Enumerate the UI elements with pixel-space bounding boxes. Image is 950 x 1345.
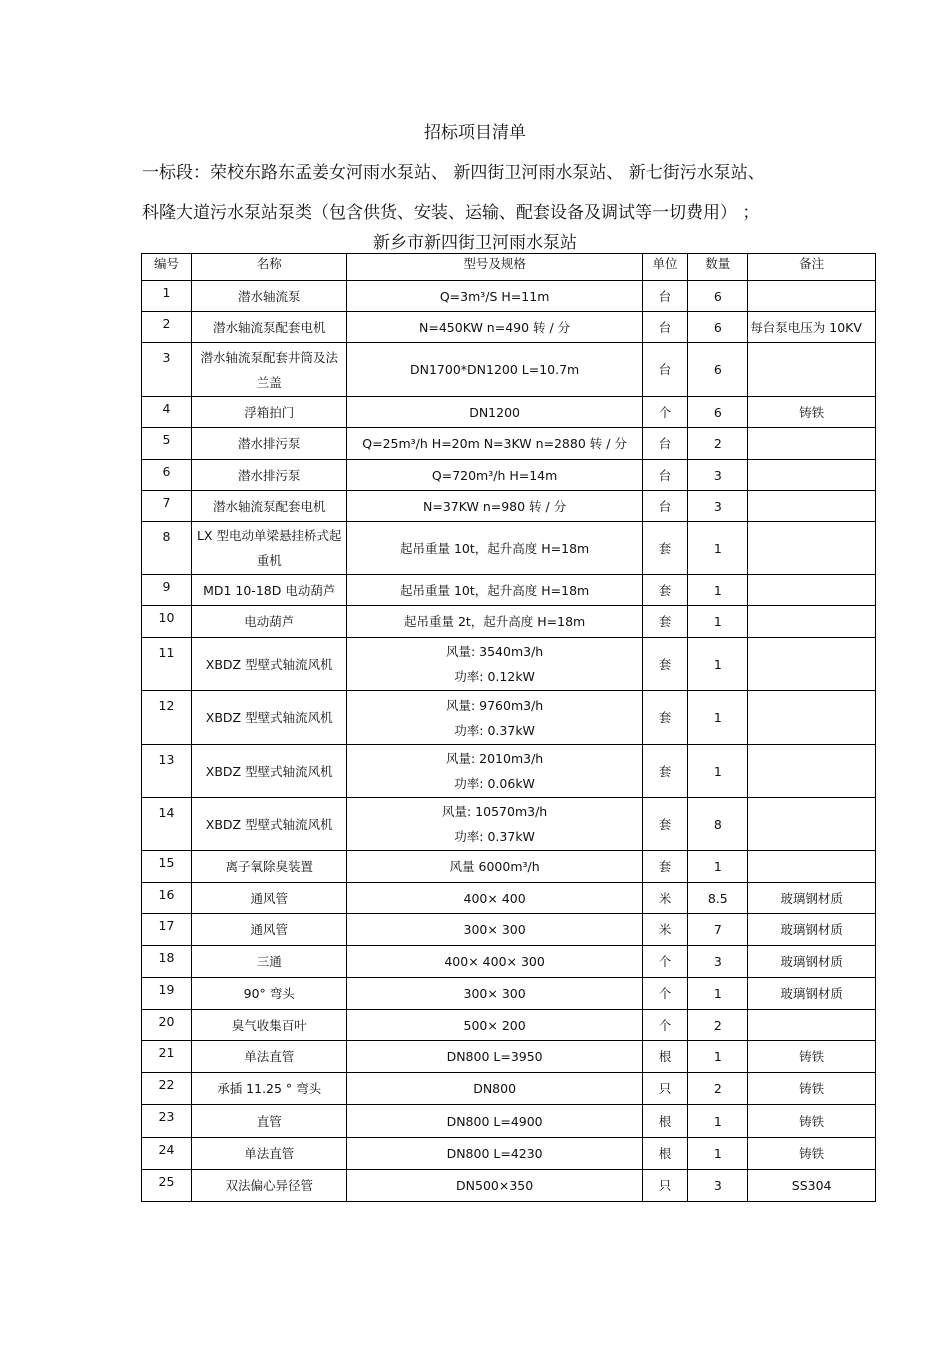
table-row	[142, 798, 876, 851]
cell-spec: DN1200	[347, 397, 642, 428]
cell-qty: 8.5	[688, 883, 748, 914]
cell-no: 9	[142, 575, 192, 606]
cell-qty: 1	[688, 851, 748, 883]
cell-name: XBDZ 型壁式轴流风机	[191, 638, 346, 691]
cell-spec: 风量: 2010m3/h 功率: 0.06kW	[347, 745, 642, 798]
cell-qty: 1	[688, 745, 748, 798]
bid-items-table	[141, 253, 876, 1202]
cell-no: 6	[142, 460, 192, 491]
table-row	[142, 312, 876, 343]
cell-note: 铸铁	[748, 1138, 876, 1170]
table-row	[142, 691, 876, 745]
cell-qty: 2	[688, 1010, 748, 1041]
cell-note	[748, 522, 876, 575]
cell-note	[748, 428, 876, 460]
cell-unit: 套	[642, 575, 688, 606]
cell-spec: DN800 L=4230	[347, 1138, 642, 1170]
cell-unit: 台	[642, 491, 688, 522]
cell-note: 每台泵电压为 10KV	[748, 312, 876, 343]
cell-spec: DN500×350	[347, 1170, 642, 1202]
cell-no: 3	[142, 343, 192, 397]
cell-unit: 台	[642, 281, 688, 312]
cell-no: 16	[142, 883, 192, 914]
cell-spec: DN800 L=3950	[347, 1041, 642, 1073]
cell-unit: 根	[642, 1041, 688, 1073]
cell-spec: Q=25m³/h H=20m N=3KW n=2880 转 / 分	[347, 428, 642, 460]
cell-no: 8	[142, 522, 192, 575]
cell-no: 15	[142, 851, 192, 883]
cell-spec: 300× 300	[347, 914, 642, 946]
cell-no: 21	[142, 1041, 192, 1073]
table-row	[142, 946, 876, 978]
cell-unit: 套	[642, 851, 688, 883]
cell-name: MD1 10-18D 电动葫芦	[191, 575, 346, 606]
cell-note: 玻璃钢材质	[748, 914, 876, 946]
header-name: 名称	[191, 254, 346, 281]
cell-note: 铸铁	[748, 1041, 876, 1073]
table-row	[142, 281, 876, 312]
cell-spec: 风量 6000m³/h	[347, 851, 642, 883]
cell-no: 11	[142, 638, 192, 691]
cell-name: 潜水排污泵	[191, 460, 346, 491]
cell-unit: 台	[642, 428, 688, 460]
table-row	[142, 606, 876, 638]
cell-qty: 8	[688, 798, 748, 851]
table-header-row	[142, 254, 876, 281]
cell-name: XBDZ 型壁式轴流风机	[191, 798, 346, 851]
cell-qty: 1	[688, 1041, 748, 1073]
cell-note: 铸铁	[748, 1105, 876, 1138]
cell-unit: 套	[642, 691, 688, 745]
cell-name: 离子氧除臭装置	[191, 851, 346, 883]
cell-qty: 2	[688, 428, 748, 460]
cell-unit: 只	[642, 1170, 688, 1202]
cell-qty: 7	[688, 914, 748, 946]
table-row	[142, 851, 876, 883]
cell-qty: 1	[688, 978, 748, 1010]
cell-note: 玻璃钢材质	[748, 883, 876, 914]
cell-name: 潜水轴流泵配套电机	[191, 491, 346, 522]
cell-no: 12	[142, 691, 192, 745]
cell-no: 7	[142, 491, 192, 522]
cell-spec: 风量: 9760m3/h 功率: 0.37kW	[347, 691, 642, 745]
cell-no: 13	[142, 745, 192, 798]
cell-spec: 400× 400	[347, 883, 642, 914]
cell-unit: 只	[642, 1073, 688, 1105]
cell-spec: 风量: 10570m3/h 功率: 0.37kW	[347, 798, 642, 851]
cell-unit: 台	[642, 312, 688, 343]
cell-spec: 400× 400× 300	[347, 946, 642, 978]
cell-name: 双法偏心异径管	[191, 1170, 346, 1202]
cell-note	[748, 491, 876, 522]
cell-name: XBDZ 型壁式轴流风机	[191, 691, 346, 745]
cell-unit: 台	[642, 343, 688, 397]
header-no: 编号	[142, 254, 192, 281]
table-row	[142, 883, 876, 914]
table-row	[142, 1041, 876, 1073]
cell-no: 18	[142, 946, 192, 978]
header-unit: 单位	[642, 254, 688, 281]
cell-unit: 米	[642, 914, 688, 946]
cell-qty: 1	[688, 1105, 748, 1138]
cell-spec: DN1700*DN1200 L=10.7m	[347, 343, 642, 397]
cell-name: 三通	[191, 946, 346, 978]
cell-unit: 台	[642, 460, 688, 491]
cell-spec: 起吊重量 10t，起升高度 H=18m	[347, 522, 642, 575]
cell-name: LX 型电动单梁悬挂桥式起重机	[191, 522, 346, 575]
cell-spec: DN800	[347, 1073, 642, 1105]
cell-qty: 6	[688, 397, 748, 428]
cell-no: 2	[142, 312, 192, 343]
cell-qty: 6	[688, 343, 748, 397]
cell-unit: 套	[642, 606, 688, 638]
cell-note	[748, 851, 876, 883]
section-line-1: 一标段：荣校东路东孟姜女河雨水泵站、 新四街卫河雨水泵站、 新七街污水泵站、	[142, 163, 765, 183]
table-row	[142, 1010, 876, 1041]
table-row	[142, 1073, 876, 1105]
cell-qty: 1	[688, 691, 748, 745]
cell-unit: 套	[642, 798, 688, 851]
cell-name: 潜水轴流泵配套电机	[191, 312, 346, 343]
cell-name: 通风管	[191, 883, 346, 914]
cell-no: 20	[142, 1010, 192, 1041]
cell-no: 17	[142, 914, 192, 946]
header-spec: 型号及规格	[347, 254, 642, 281]
cell-unit: 个	[642, 978, 688, 1010]
cell-name: 直管	[191, 1105, 346, 1138]
table-row	[142, 522, 876, 575]
cell-spec: 300× 300	[347, 978, 642, 1010]
table-row	[142, 575, 876, 606]
cell-unit: 套	[642, 522, 688, 575]
cell-qty: 6	[688, 281, 748, 312]
cell-qty: 2	[688, 1073, 748, 1105]
header-note: 备注	[748, 254, 876, 281]
cell-unit: 个	[642, 1010, 688, 1041]
table-row	[142, 914, 876, 946]
cell-spec: 起吊重量 10t，起升高度 H=18m	[347, 575, 642, 606]
cell-qty: 3	[688, 946, 748, 978]
cell-spec: 500× 200	[347, 1010, 642, 1041]
section-line-2: 科隆大道污水泵站泵类（包含供货、安装、运输、配套设备及调试等一切费用） ；	[142, 203, 760, 223]
cell-spec: 风量: 3540m3/h 功率: 0.12kW	[347, 638, 642, 691]
cell-no: 25	[142, 1170, 192, 1202]
cell-unit: 根	[642, 1138, 688, 1170]
cell-note	[748, 638, 876, 691]
cell-note	[748, 575, 876, 606]
cell-qty: 1	[688, 575, 748, 606]
cell-no: 24	[142, 1138, 192, 1170]
cell-name: 单法直管	[191, 1041, 346, 1073]
cell-unit: 套	[642, 745, 688, 798]
table-row	[142, 397, 876, 428]
cell-name: 90° 弯头	[191, 978, 346, 1010]
cell-no: 1	[142, 281, 192, 312]
cell-note	[748, 343, 876, 397]
table-row	[142, 638, 876, 691]
table-row	[142, 460, 876, 491]
cell-qty: 3	[688, 1170, 748, 1202]
station-subtitle: 新乡市新四街卫河雨水泵站	[373, 233, 577, 253]
table-row	[142, 745, 876, 798]
cell-note	[748, 606, 876, 638]
cell-qty: 1	[688, 638, 748, 691]
cell-spec: N=37KW n=980 转 / 分	[347, 491, 642, 522]
cell-note: 铸铁	[748, 1073, 876, 1105]
cell-no: 23	[142, 1105, 192, 1138]
cell-name: 潜水排污泵	[191, 428, 346, 460]
cell-qty: 1	[688, 522, 748, 575]
cell-name: 通风管	[191, 914, 346, 946]
cell-spec: 起吊重量 2t，起升高度 H=18m	[347, 606, 642, 638]
cell-unit: 个	[642, 397, 688, 428]
cell-note	[748, 745, 876, 798]
table-row	[142, 491, 876, 522]
table-row	[142, 1105, 876, 1138]
cell-unit: 个	[642, 946, 688, 978]
cell-qty: 3	[688, 460, 748, 491]
cell-name: 潜水轴流泵配套井筒及法兰盖	[191, 343, 346, 397]
cell-no: 19	[142, 978, 192, 1010]
cell-spec: DN800 L=4900	[347, 1105, 642, 1138]
cell-note: 玻璃钢材质	[748, 946, 876, 978]
cell-spec: Q=3m³/S H=11m	[347, 281, 642, 312]
cell-qty: 3	[688, 491, 748, 522]
cell-name: 电动葫芦	[191, 606, 346, 638]
cell-note: SS304	[748, 1170, 876, 1202]
cell-note	[748, 691, 876, 745]
cell-name: 臭气收集百叶	[191, 1010, 346, 1041]
table-row	[142, 1138, 876, 1170]
cell-unit: 套	[642, 638, 688, 691]
cell-note: 玻璃钢材质	[748, 978, 876, 1010]
cell-name: XBDZ 型壁式轴流风机	[191, 745, 346, 798]
cell-no: 5	[142, 428, 192, 460]
cell-name: 承插 11.25 ° 弯头	[191, 1073, 346, 1105]
cell-unit: 根	[642, 1105, 688, 1138]
cell-name: 浮箱拍门	[191, 397, 346, 428]
cell-name: 潜水轴流泵	[191, 281, 346, 312]
cell-note	[748, 1010, 876, 1041]
cell-note	[748, 798, 876, 851]
cell-name: 单法直管	[191, 1138, 346, 1170]
table-row	[142, 978, 876, 1010]
cell-no: 4	[142, 397, 192, 428]
cell-no: 10	[142, 606, 192, 638]
document-title: 招标项目清单	[424, 123, 526, 143]
cell-note	[748, 281, 876, 312]
cell-note	[748, 460, 876, 491]
cell-unit: 米	[642, 883, 688, 914]
cell-spec: N=450KW n=490 转 / 分	[347, 312, 642, 343]
header-qty: 数量	[688, 254, 748, 281]
cell-spec: Q=720m³/h H=14m	[347, 460, 642, 491]
cell-no: 22	[142, 1073, 192, 1105]
table-row	[142, 343, 876, 397]
cell-no: 14	[142, 798, 192, 851]
table-row	[142, 1170, 876, 1202]
cell-qty: 6	[688, 312, 748, 343]
cell-qty: 1	[688, 1138, 748, 1170]
table-row	[142, 428, 876, 460]
cell-qty: 1	[688, 606, 748, 638]
cell-note: 铸铁	[748, 397, 876, 428]
